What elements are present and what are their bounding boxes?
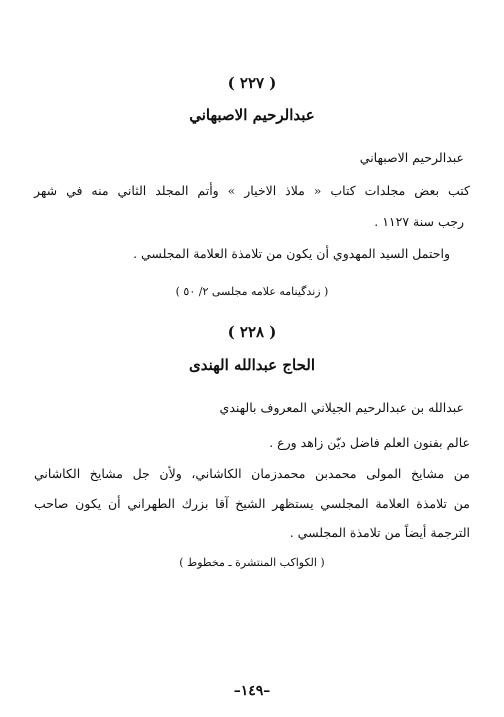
page-number: –١٤٩– — [233, 683, 271, 699]
entry-text-line: عبدالرحيم الاصبهاني — [359, 150, 464, 165]
entry-text-line: كتب بعض مجلدات كتاب « ملاذ الاخيار » وأتم المجلد الثاني منه في شهر — [34, 183, 470, 198]
entry-number: ( ٢٢٧ ) — [227, 74, 277, 92]
entry-text-line: واحتمل السيد المهدوي أن يكون من تلامذة العلامة المجلسي . — [133, 246, 450, 261]
entry-title: عبدالرحيم الاصبهاني — [189, 106, 315, 124]
entry-source: ( زندگينامه علامه مجلسی ٢/ ٥٠ ) — [175, 285, 329, 298]
entry-title: الحاج عبدالله الهندى — [188, 356, 315, 374]
entry-text-line: عبدالله بن عبدالرحيم الجيلاني المعروف بالهندي — [219, 400, 464, 415]
entry-text-line: رجب سنة ١١٢٧ . — [374, 214, 464, 229]
entry-text-line: من تلامذة العلامة المجلسي يستظهر الشيخ آقا بزرك الطهراني أن يكون صاحب — [34, 496, 470, 511]
entry-text-line: الترجمة أيضاً من تلامذة المجلسي . — [289, 525, 470, 540]
entry-text-line: عالم بفنون العلم فاضل ديّن زاهد ورع . — [269, 435, 470, 450]
entry-text-line: من مشايخ المولى محمدبن محمدزمان الكاشاني، ولأن جل مشايخ الكاشاني — [34, 466, 470, 481]
entry-source: ( الكواكب المنتشرة ـ مخطوط ) — [179, 556, 325, 569]
entry-number: ( ٢٢٨ ) — [227, 323, 277, 341]
